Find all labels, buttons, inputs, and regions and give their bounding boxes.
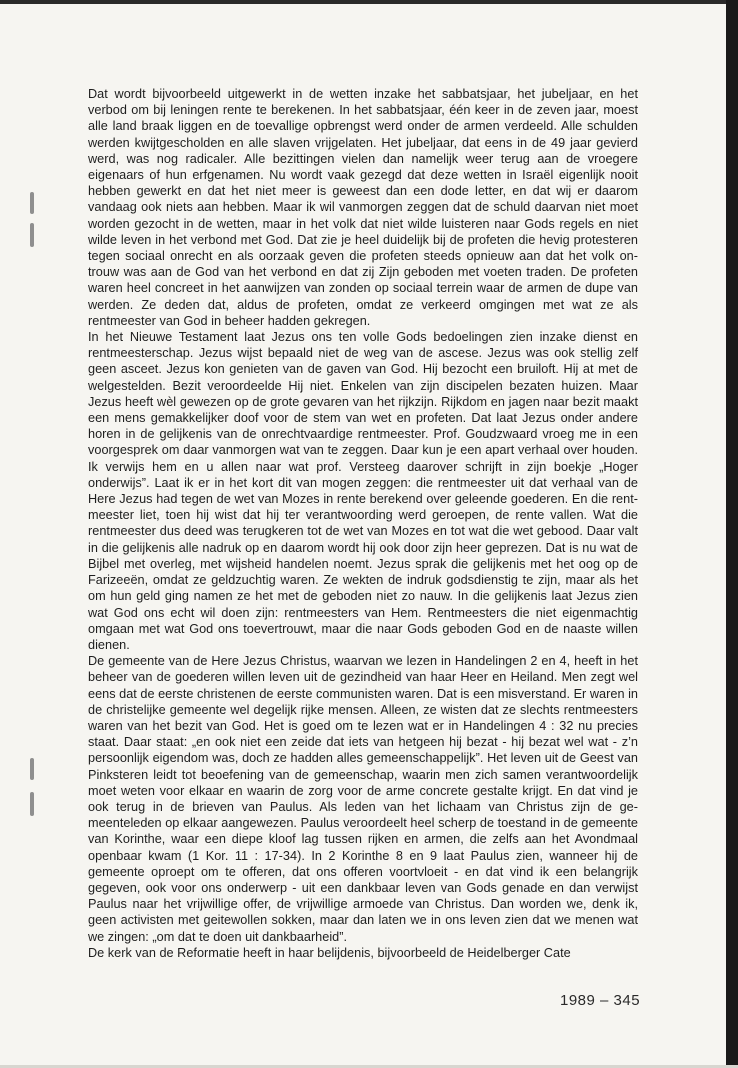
paragraph: De kerk van de Reformatie heeft in haar belijdenis, bijvoorbeeld de Heidelberger Cate xyxy=(88,945,571,960)
page-number: 1989 – 345 xyxy=(560,992,641,1009)
page-top-edge xyxy=(0,0,738,4)
margin-mark xyxy=(30,792,34,816)
margin-mark xyxy=(30,758,34,780)
paragraph: Dat wordt bijvoorbeeld uitgewerkt in de wetten inzake het sabbatsjaar, het jubeljaar, en het verbod om bij leningen rente te berekenen. In het sabbatsjaar, één keer in de zeven jaar, moest alle land braak liggen en de toevallige opbrengst werd onder de armen verdeeld. Alle schulden werden kwijtgescholden en alle slaven vrijgelaten. Het jubeljaar, dat eens in de 49 jaar gevierd werd, was nog radicaler. Alle bezittingen vielen dan namelijk weer terug aan de vroegere eigenaars of hun erfgenamen. Nu wordt vaak gezegd dat deze wetten in Israël eigenlijk nooit hebben gewerkt en dat het niet meer is geweest dan een dode letter, en dat wij er daarom vandaag ook niets aan hebben. Maar ik wil vanmorgen zeggen dat de schuld daarvan niet moet worden gezocht in de wetten, maar in het volk dat niet wilde luisteren naar Gods regels en niet wilde leven in het verbond met God. Dat zie je heel duidelijk bij de profeten die hevig protesteren tegen sociaal onrecht en als oorzaak geven die profeten steeds opnieuw aan dat het volk ontrouw was aan de God van het verbond en dat zij Zijn geboden met voeten traden. De profeten waren heel concreet in het aanwijzen van zonden op sociaal terrein waar de armen de dupe van werden. Ze deden dat, aldus de profeten, omdat ze verkeerd omgingen met wat ze als rentmeester van God in beheer hadden gekregen. xyxy=(88,87,638,328)
margin-mark xyxy=(30,223,34,247)
article-body xyxy=(88,86,638,961)
margin-mark xyxy=(30,192,34,214)
page-right-edge xyxy=(726,0,738,1068)
paragraph: In het Nieuwe Testament laat Jezus ons ten volle Gods bedoelingen zien inzake dienst en rentmeesterschap. Jezus wijst bepaald niet de weg van de ascese. Jezus was ook stellig zelf geen asceet. Jezus kon genieten van de gaven van God. Hij bezocht een bruiloft. Hij at met de welgestelden. Bezit veroordeelde Hij niet. Enkelen van zijn discipelen bezaten huizen. Maar Jezus heeft wèl gewezen op de grote gevaren van het rijkzijn. Rijkdom en jagen naar bezit maakt een mens gemakkelijker doof voor de stem van wet en profeten. Dat laat Jezus onder andere horen in de gelijkenis van de onrechtvaardige rentmeester. Prof. Goudzwaard vroeg me in een voorgesprek om daar vanmorgen wat van te zeggen. Daar kun je een apart verhaal over houden. Ik verwijs hem en u allen naar wat prof. Versteeg daarover schrijft in zijn boekje „Hoger onderwijs”. Laat ik er in het kort dit van mogen zeggen: die rentmeester uit dat verhaal van de Here Jezus had tegen de wet van Mozes in rente berekend over geleende goederen. En die rentmeester liet, toen hij wist dat hij ter verantwoording werd geroepen, de rente vallen. Wat die rentmeester dus deed was terugkeren tot de wet van Mozes en tot wat die wet gebood. Daar valt in die gelijkenis alle nadruk op en daarom wordt hij ook door zijn heer geprezen. Dat is nu wat de Bijbel met overleg, met wijsheid handelen noemt. Jezus sprak die gelijkenis met het oog op de Farizeeën, omdat ze geldzuchtig waren. Ze wekten de indruk godsdienstig te zijn, maar als het om hun geld ging namen ze het met de geboden niet zo nauw. In die gelijkenis laat Jezus zien wat God ons echt wil doen zijn: rentmeesters van Hem. Rentmeesters die niet eigenmachtig omgaan met wat God ons toevertrouwt, maar die naar Gods geboden God en de naaste willen dienen. xyxy=(88,330,638,652)
paragraph: De gemeente van de Here Jezus Christus, waarvan we lezen in Handelingen 2 en 4, heeft in het beheer van de goederen willen leven uit de gezindheid van haar Heer en Heiland. Men zegt wel eens dat de eerste christenen de eerste communisten waren. Dat is een misverstand. Er waren in de christelijke gemeente wel degelijk rijke mensen. Alleen, ze wisten dat ze slechts rentmeesters waren van het bezit van God. Het is goed om te lezen wat er in Handelingen 4 : 32 nu precies staat. Daar staat: „en ook niet een zeide dat iets van hetgeen hij bezat - hij bezat wel wat - z’n persoonlijk eigendom was, doch ze hadden alles gemeenschappelijk”. Het leven uit de Geest van Pinksteren leidt tot beoefening van de gemeenschap, waarin men zich samen verantwoordelijk moet weten voor elkaar en waarin de zorg voor de arme concrete gestalte krijgt. En dat vind je ook terug in de brieven van Paulus. Als leden van het lichaam van Christus zijn de gemeenteleden op elkaar aangewezen. Paulus veroordeelt heel scherp de toestand in de gemeente van Korinthe, waar een diepe kloof lag tussen rijken en armen, die zelfs aan het Avondmaal openbaar kwam (1 Kor. 11 : 17-34). In 2 Korinthe 8 en 9 laat Paulus zien, wanneer hij de gemeente oproept om te offeren, dat ons offeren voortvloeit - en dat vind ik een belangrijk gegeven, ook voor ons onderwerp - uit een dankbaar leven van Gods genade en dan verwijst Paulus naar het vrijwillige offer, de vrijwillige armoede van Christus. Dan worden we, denk ik, geen activisten met geitewollen sokken, maar dan laten we in ons leven zien dat we menen wat we zingen: „om dat te doen uit dankbaarheid”. xyxy=(88,654,638,944)
